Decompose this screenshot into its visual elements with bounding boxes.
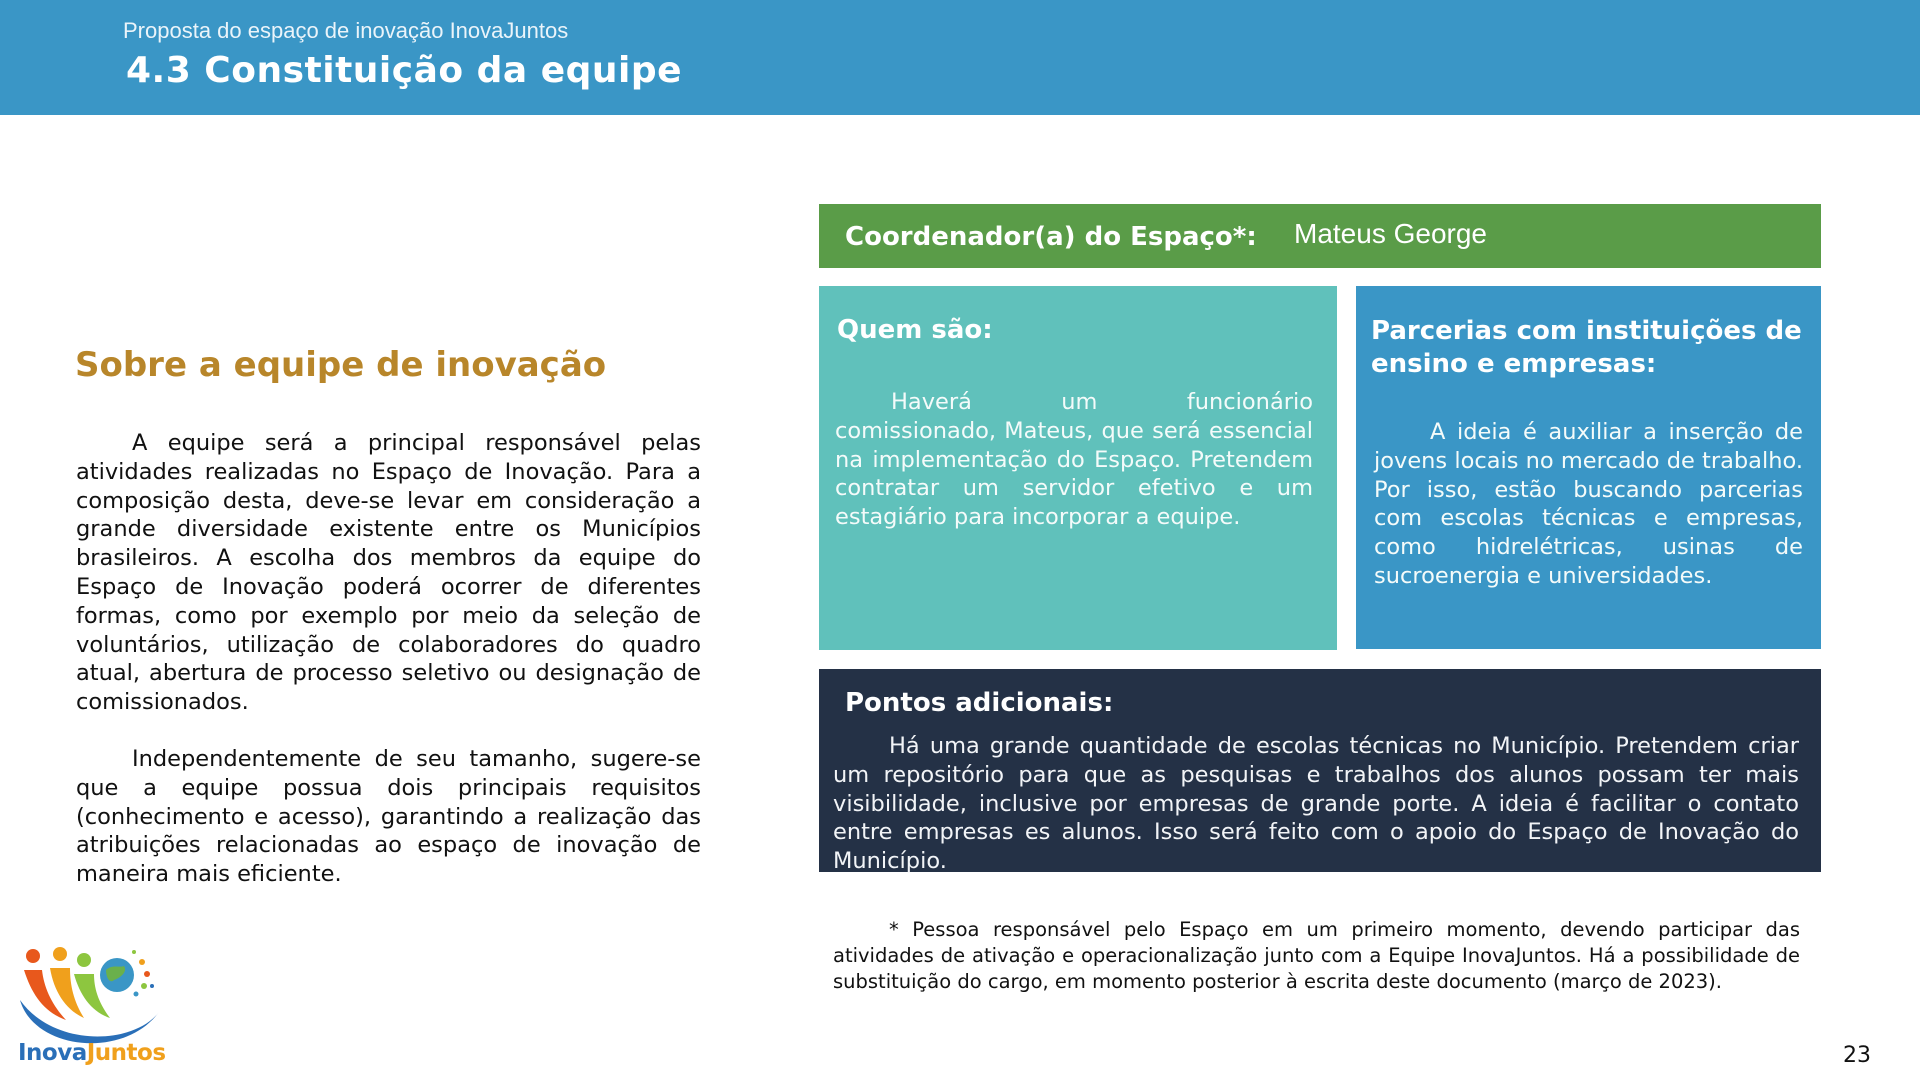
quem-sao-text xyxy=(835,388,1313,532)
pontos-adicionais-text xyxy=(833,732,1799,876)
footnote xyxy=(833,917,1800,995)
quem-sao-title: Quem são: xyxy=(837,315,993,345)
parcerias-title: Parcerias com instituições de ensino e empresas: xyxy=(1371,316,1802,379)
section-heading: Sobre a equipe de inovação xyxy=(75,345,607,385)
paragraph: A ideia é auxiliar a inserção de jovens locais no mercado de trabalho. Por isso, estão buscando parcerias com escolas técnicas e empresas, como hidrelétricas, usinas de sucroenergia e universidades. xyxy=(1374,419,1803,589)
pontos-adicionais-box xyxy=(819,669,1821,875)
page-number: 23 xyxy=(1843,1043,1871,1068)
paragraph: Haverá um funcionário comissionado, Mateus, que será essencial na implementação do Espaço. Pretendem contratar um servidor efetivo e um estagiário para incorporar a equipe. xyxy=(835,389,1313,531)
page-title: 4.3 Constituição da equipe xyxy=(126,50,683,91)
coordinator-label: Coordenador(a) do Espaço*: xyxy=(845,222,1257,252)
logo-wordmark xyxy=(18,1040,166,1066)
logo-word-juntos: Juntos xyxy=(86,1040,166,1066)
slide-header xyxy=(0,0,1920,115)
footnote-text: * Pessoa responsável pelo Espaço em um primeiro momento, devendo participar das atividades de ativação e operacionalização junto com a Equipe InovaJuntos. Há a possibilidade de substituição do cargo, em momento posterior à escrita deste documento (março de 2023). xyxy=(833,918,1800,993)
pontos-adicionais-title: Pontos adicionais: xyxy=(845,688,1114,718)
section-body xyxy=(76,429,701,889)
coordinator-name: Mateus George xyxy=(1294,218,1487,249)
paragraph: A equipe será a principal responsável pelas atividades realizadas no Espaço de Inovação. Para a composição desta, deve-se levar em consideração a grande diversidade existente entre os Municípios brasileiros. A escolha dos membros da equipe do Espaço de Inovação poderá ocorrer de diferentes formas, como por exemplo por meio da seleção de voluntários, utilização de colaboradores do quadro atual, abertura de processo seletivo ou designação de comissionados. xyxy=(76,430,701,716)
parcerias-box xyxy=(1356,286,1821,649)
quem-sao-box xyxy=(819,286,1337,650)
logo-word-inova: Inova xyxy=(18,1040,87,1066)
parcerias-text xyxy=(1371,418,1803,591)
coordinator-bar xyxy=(819,204,1821,268)
paragraph: Há uma grande quantidade de escolas técnicas no Município. Pretendem criar um repositório para que as pesquisas e trabalhos dos alunos possam ter mais visibilidade, inclusive por empresas de grande porte. A ideia é facilitar o contato entre empresas es alunos. Isso será feito com o apoio do Espaço de Inovação do Município. xyxy=(833,733,1799,875)
header-subtitle: Proposta do espaço de inovação InovaJuntos xyxy=(123,18,569,43)
paragraph: Independentemente de seu tamanho, sugere-se que a equipe possua dois principais requisitos (conhecimento e acesso), garantindo a realização das atribuições relacionadas ao espaço de inovação de maneira mais eficiente. xyxy=(76,745,701,888)
